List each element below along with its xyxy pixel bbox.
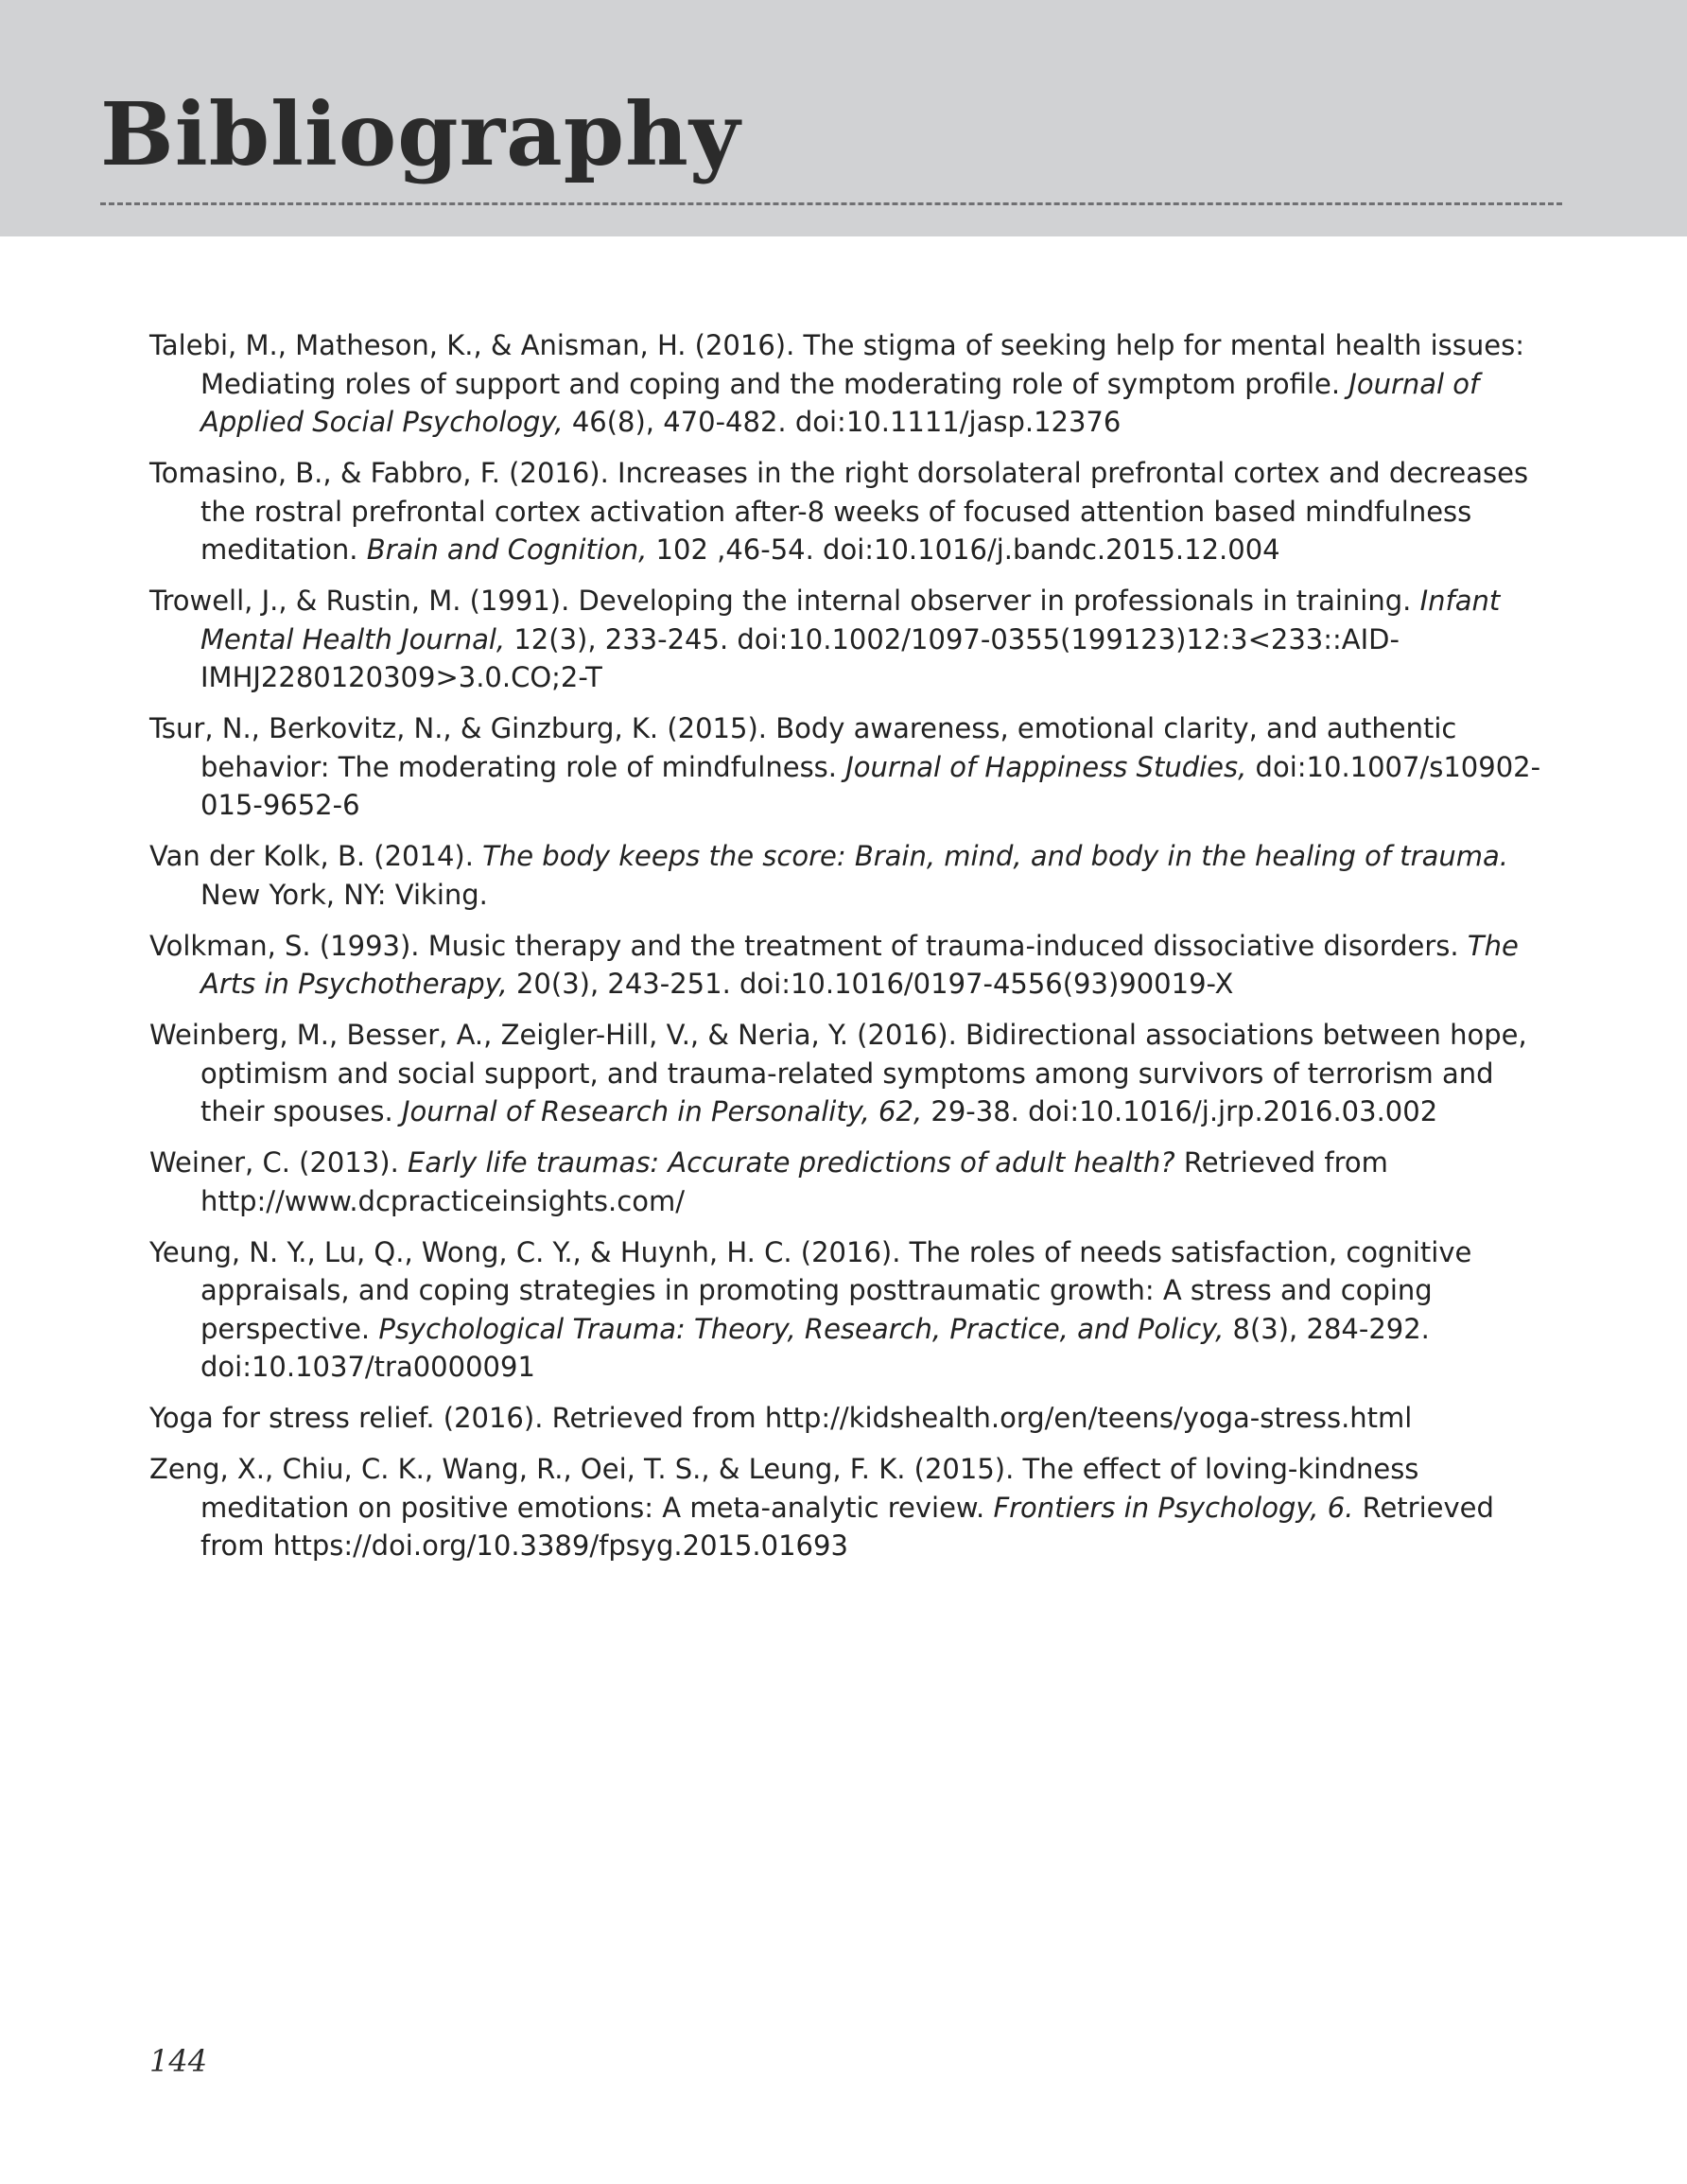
reference-entry	[149, 709, 1549, 825]
reference-entry	[149, 1016, 1549, 1131]
reference-text: Van der Kolk, B. (2014).	[149, 840, 483, 872]
page-number: 144	[149, 2043, 208, 2079]
reference-text: Zeng, X., Chiu, C. K., Wang, R., Oei, T. S., & Leung, F. K. (2015). The effect of loving-kindness meditation on positive emotions: A meta-analytic review.	[149, 1453, 1419, 1524]
reference-title-italic: The Arts in Psychotherapy,	[200, 929, 1519, 1000]
reference-text: 102 ,46-54. doi:10.1016/j.bandc.2015.12.004	[647, 533, 1280, 566]
reference-entry	[149, 927, 1549, 1004]
reference-title-italic: Psychological Trauma: Theory, Research, Practice, and Policy,	[378, 1312, 1225, 1345]
reference-text: Weiner, C. (2013).	[149, 1146, 409, 1179]
page-title: Bibliography	[100, 83, 741, 185]
reference-text: Trowell, J., & Rustin, M. (1991). Developing the internal observer in professionals in training.	[149, 585, 1420, 617]
reference-entry	[149, 1450, 1549, 1565]
reference-text: Yeung, N. Y., Lu, Q., Wong, C. Y., & Huynh, H. C. (2016). The roles of needs satisfaction, cognitive appraisals, and coping strategies in promoting posttraumatic growth: A stress and coping perspective.	[149, 1235, 1472, 1345]
reference-text: Retrieved from http://www.dcpracticeinsights.com/	[200, 1146, 1388, 1217]
reference-text: New York, NY: Viking.	[200, 878, 488, 911]
reference-title-italic: Journal of Applied Social Psychology,	[200, 367, 1480, 438]
reference-text: Yoga for stress relief. (2016). Retrieved from http://kidshealth.org/en/teens/yoga-stress.html	[149, 1402, 1413, 1434]
reference-entry	[149, 454, 1549, 569]
reference-title-italic: Journal of Research in Personality, 62,	[401, 1095, 923, 1127]
reference-text: 20(3), 243-251. doi:10.1016/0197-4556(93)90019-X	[507, 968, 1234, 1000]
reference-text: 46(8), 470-482. doi:10.1111/jasp.12376	[563, 406, 1122, 438]
reference-entry	[149, 1399, 1549, 1438]
reference-entry	[149, 1233, 1549, 1387]
reference-list	[149, 326, 1549, 1578]
reference-text: Tsur, N., Berkovitz, N., & Ginzburg, K. (2015). Body awareness, emotional clarity, and authentic behavior: The moderating role of mindfulness.	[149, 712, 1457, 783]
reference-title-italic: Brain and Cognition,	[366, 533, 648, 566]
reference-text: Retrieved from https://doi.org/10.3389/fpsyg.2015.01693	[200, 1491, 1494, 1562]
reference-text: 8(3), 284-292. doi:10.1037/tra0000091	[200, 1312, 1430, 1383]
reference-entry	[149, 582, 1549, 697]
reference-text: doi:10.1007/s10902-015-9652-6	[200, 750, 1541, 821]
title-dashed-rule	[100, 202, 1562, 205]
reference-text: Volkman, S. (1993). Music therapy and the treatment of trauma-induced dissociative disorders.	[149, 929, 1468, 962]
reference-text: Weinberg, M., Besser, A., Zeigler-Hill, V., & Neria, Y. (2016). Bidirectional associations between hope, optimism and social support, and trauma-related symptoms among survivors of terrorism and their spouses.	[149, 1019, 1527, 1127]
reference-text: Talebi, M., Matheson, K., & Anisman, H. (2016). The stigma of seeking help for mental health issues: Mediating roles of support and coping and the moderating role of symptom profile.	[149, 329, 1524, 400]
reference-title-italic: Journal of Happiness Studies,	[845, 750, 1247, 783]
reference-text: Tomasino, B., & Fabbro, F. (2016). Increases in the right dorsolateral prefrontal cortex and decreases the rostral prefrontal cortex activation after-8 weeks of focused attention based mindfulness meditation.	[149, 457, 1529, 566]
reference-entry	[149, 1144, 1549, 1220]
reference-text: 29-38. doi:10.1016/j.jrp.2016.03.002	[922, 1095, 1438, 1127]
reference-entry	[149, 326, 1549, 442]
reference-text: 12(3), 233-245. doi:10.1002/1097-0355(199123)12:3<233::AID-IMHJ2280120309>3.0.CO;2-T	[200, 622, 1400, 693]
reference-title-italic: Early life traumas: Accurate predictions of adult health?	[408, 1146, 1175, 1179]
reference-title-italic: Frontiers in Psychology, 6.	[993, 1491, 1354, 1524]
reference-title-italic: Infant Mental Health Journal,	[200, 585, 1501, 655]
reference-title-italic: The body keeps the score: Brain, mind, and body in the healing of trauma.	[482, 840, 1508, 872]
reference-entry	[149, 837, 1549, 914]
